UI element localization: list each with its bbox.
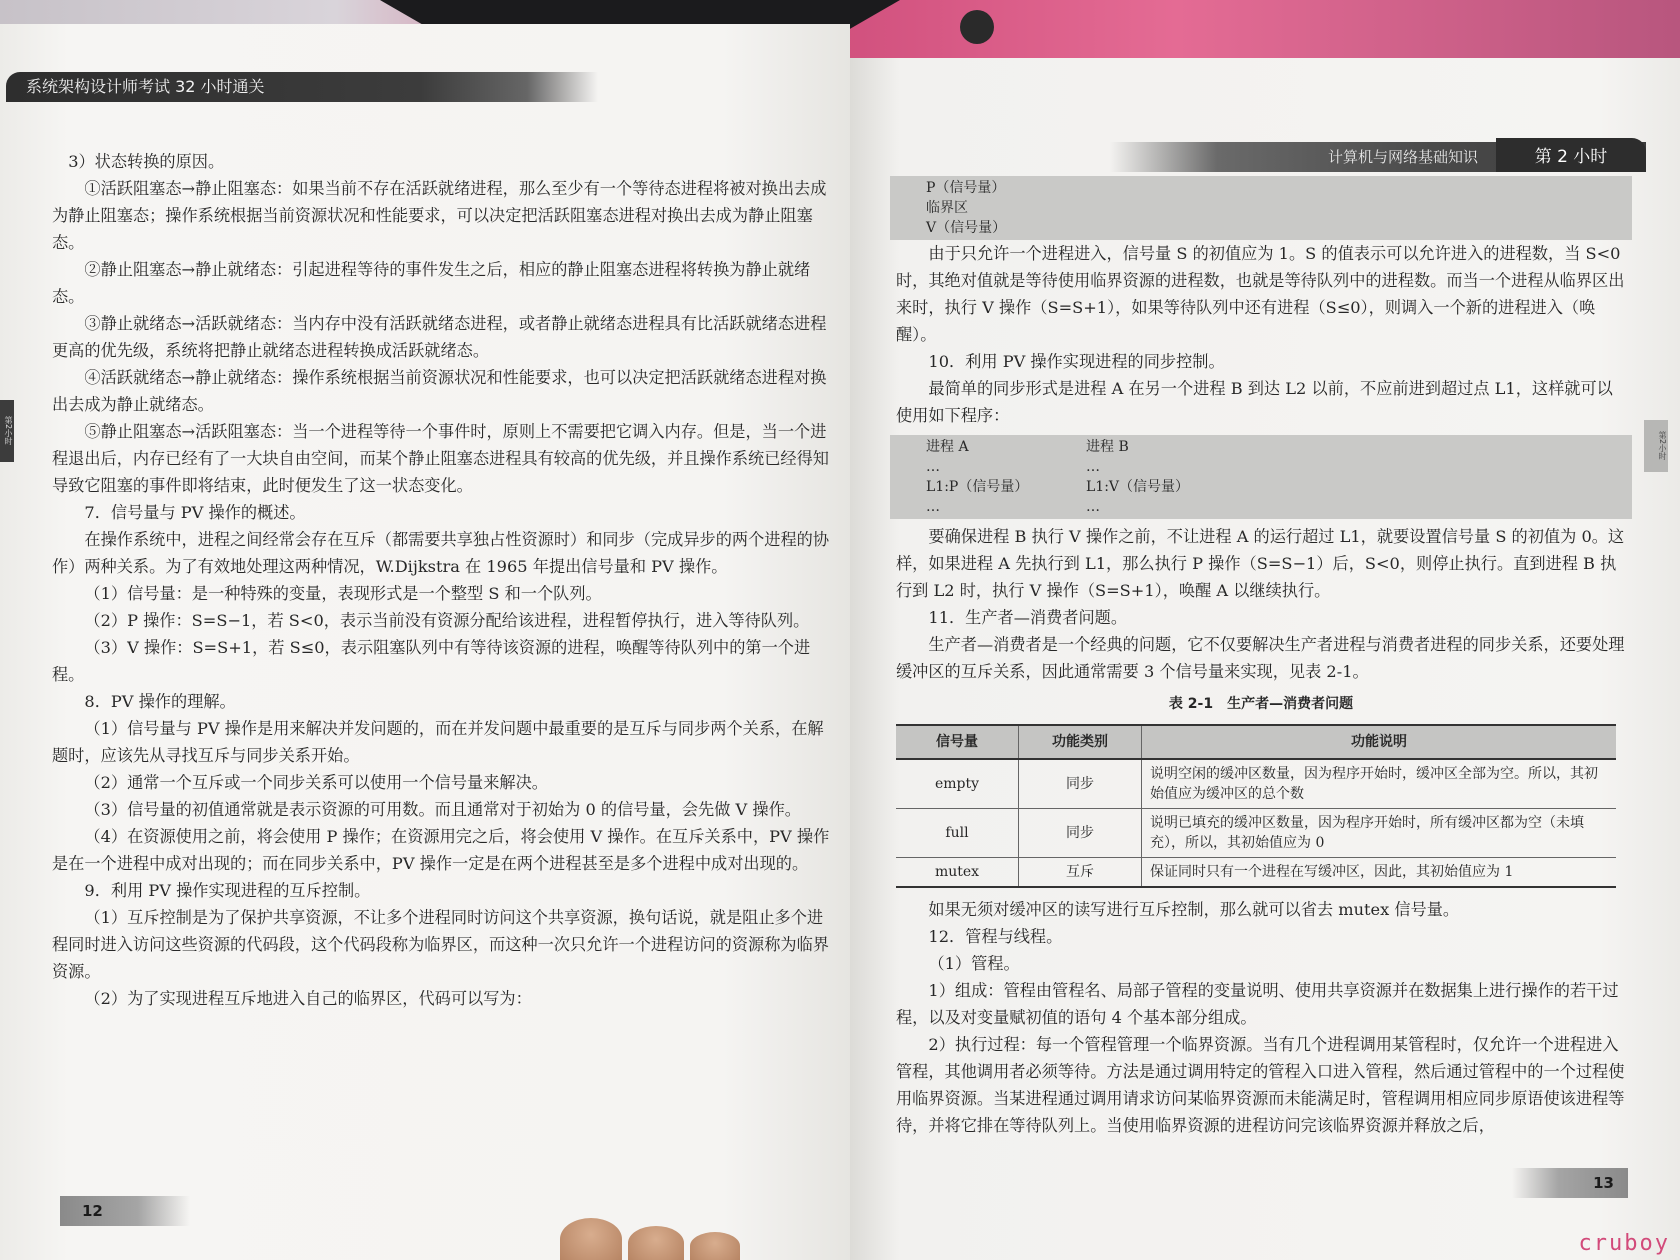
table-cell: empty bbox=[896, 759, 1019, 809]
table-cell: 说明空闲的缓冲区数量，因为程序开始时，缓冲区全部为空。所以，其初始值应为缓冲区的总个数 bbox=[1142, 759, 1617, 809]
paragraph: （1）互斥控制是为了保护共享资源，不让多个进程同时访问这个共享资源，换句话说，就是阻止多个进程同时进入访问这些资源的代码段，这个代码段称为临界区，而这种一次只允许一个进程访问的资源称为临界资源。 bbox=[52, 908, 829, 981]
table-cell: 说明已填充的缓冲区数量，因为程序开始时，所有缓冲区都为空（未填充），所以，其初始值应为 0 bbox=[1142, 809, 1617, 858]
section-heading: 10．利用 PV 操作实现进程的同步控制。 bbox=[928, 352, 1225, 371]
code-line: … bbox=[926, 499, 940, 515]
table-cell: 互斥 bbox=[1019, 858, 1142, 888]
table-header: 功能说明 bbox=[1142, 725, 1617, 759]
section-heading: 11．生产者—消费者问题。 bbox=[928, 608, 1128, 627]
code-line: 进程 A bbox=[926, 439, 969, 455]
code-line: … bbox=[926, 459, 940, 475]
table-row bbox=[896, 759, 1616, 809]
code-line: P（信号量） bbox=[926, 180, 1006, 196]
paragraph: （3）V 操作：S=S+1，若 S≤0，表示阻塞队列中有等待该资源的进程，唤醒等待队列中的第一个进程。 bbox=[52, 638, 811, 684]
finger bbox=[690, 1232, 740, 1260]
code-line: … bbox=[1086, 459, 1100, 475]
table-header: 信号量 bbox=[896, 725, 1019, 759]
paragraph: 生产者—消费者是一个经典的问题，它不仅要解决生产者进程与消费者进程的同步关系，还要处理缓冲区的互斥关系，因此通常需要 3 个信号量来实现，见表 2-1。 bbox=[896, 635, 1625, 681]
paragraph: 如果无须对缓冲区的读写进行互斥控制，那么就可以省去 mutex 信号量。 bbox=[928, 900, 1460, 919]
code-line: 进程 B bbox=[1086, 439, 1129, 455]
semaphore-table bbox=[896, 724, 1616, 888]
paragraph: ③静止就绪态→活跃就绪态：当内存中没有活跃就绪态进程，或者静止就绪态进程具有比活跃就绪态进程更高的优先级，系统将把静止就绪态进程转换成活跃就绪态。 bbox=[52, 314, 827, 360]
right-header-title: 计算机与网络基础知识 bbox=[1327, 148, 1478, 166]
paragraph: 在操作系统中，进程之间经常会存在互斥（都需要共享独占性资源时）和同步（完成异步的两个进程的协作）两种关系。为了有效地处理这两种情况，W.Dijkstra 在 1965 年提出信号量和 PV 操作。 bbox=[52, 530, 830, 576]
table-cell: 保证同时只有一个进程在写缓冲区，因此，其初始值应为 1 bbox=[1142, 858, 1617, 888]
paragraph: （3）信号量的初值通常就是表示资源的可用数。而且通常对于初始为 0 的信号量，会先做 V 操作。 bbox=[84, 800, 801, 819]
paragraph: （2）P 操作：S=S−1，若 S<0，表示当前没有资源分配给该进程，进程暂停执行，进入等待队列。 bbox=[84, 611, 810, 630]
code-line: V（信号量） bbox=[926, 220, 1007, 236]
section-heading: 7．信号量与 PV 操作的概述。 bbox=[84, 503, 306, 522]
paragraph: 1）组成：管程由管程名、局部子管程的变量说明、使用共享资源并在数据集上进行操作的若干过程，以及对变量赋初值的语句 4 个基本部分组成。 bbox=[896, 981, 1619, 1027]
right-page-header bbox=[1110, 142, 1646, 172]
paragraph: 2）执行过程：每一个管程管理一个临界资源。当有几个进程调用某管程时，仅允许一个进程进入管程，其他调用者必须等待。方法是通过调用特定的管程入口进入管程，然后通过管程中的一个过程使用临界资源。当某进程通过调用请求访问某临界资源而未能满足时，管程调用相应同步原语使该进程等待，并将它排在等待队列上。当使用临界资源的进程访问完该临界资源并释放之后， bbox=[896, 1035, 1625, 1135]
code-block-sync bbox=[890, 435, 1632, 519]
section-heading: 9．利用 PV 操作实现进程的互斥控制。 bbox=[84, 881, 371, 900]
paragraph: （1）信号量与 PV 操作是用来解决并发问题的，而在并发问题中最重要的是互斥与同步两个关系，在解题时，应该先从寻找互斥与同步关系开始。 bbox=[52, 719, 824, 765]
paragraph: 要确保进程 B 执行 V 操作之前，不让进程 A 的运行超过 L1，就要设置信号量 S 的初值为 0。这样，如果进程 A 先执行到 L1，那么执行 P 操作（S=S−1）后，S<0，则停止执行。直到进程 B 执行到 L2 时，执行 V 操作（S=S+1），唤醒 A 以继续执行。 bbox=[896, 527, 1625, 600]
paragraph: 由于只允许一个进程进入，信号量 S 的初值应为 1。S 的值表示可以允许进入的进程数，当 S<0 时，其绝对值就是等待使用临界资源的进程数，也就是等待队列中的进程数。而当一个进程从临界区出来时，执行 V 操作（S=S+1），如果等待队列中还有进程（S≤0），则调入一个新的进程进入（唤醒）。 bbox=[896, 244, 1625, 344]
table-cell: full bbox=[896, 809, 1019, 858]
code-line: L1:P（信号量） bbox=[926, 479, 1029, 495]
left-page-body bbox=[52, 148, 832, 1012]
left-page-header bbox=[6, 72, 598, 102]
finger bbox=[560, 1218, 622, 1260]
paragraph: （1）信号量：是一种特殊的变量，表现形式是一个整型 S 和一个队列。 bbox=[84, 584, 602, 603]
table-caption: 表 2-1 生产者—消费者问题 bbox=[1168, 696, 1354, 712]
table-header: 功能类别 bbox=[1019, 725, 1142, 759]
code-line: … bbox=[1086, 499, 1100, 515]
paragraph: ④活跃就绪态→静止就绪态：操作系统根据当前资源状况和性能要求，也可以决定把活跃就绪态进程对换出去成为静止就绪态。 bbox=[52, 368, 827, 414]
paragraph: （1）管程。 bbox=[928, 954, 1020, 973]
left-side-tab: 第2小时 bbox=[0, 400, 14, 462]
code-line: L1:V（信号量） bbox=[1086, 479, 1190, 495]
section-heading: 12．管程与线程。 bbox=[928, 927, 1063, 946]
finger bbox=[628, 1226, 684, 1260]
table-row bbox=[896, 809, 1616, 858]
right-side-tab: 第2小时 bbox=[1644, 420, 1668, 472]
paragraph: （2）为了实现进程互斥地进入自己的临界区，代码可以写为： bbox=[84, 989, 532, 1008]
paragraph: ②静止阻塞态→静止就绪态：引起进程等待的事件发生之后，相应的静止阻塞态进程将转换为静止就绪态。 bbox=[52, 260, 811, 306]
table-cell: 同步 bbox=[1019, 759, 1142, 809]
paragraph: 3）状态转换的原因。 bbox=[68, 152, 225, 171]
table-cell: 同步 bbox=[1019, 809, 1142, 858]
code-block-critical-section bbox=[890, 176, 1632, 240]
paragraph: 最简单的同步形式是进程 A 在另一个进程 B 到达 L2 以前，不应前进到超过点 L1，这样就可以使用如下程序： bbox=[896, 379, 1613, 425]
paragraph: ①活跃阻塞态→静止阻塞态：如果当前不存在活跃就绪进程，那么至少有一个等待态进程将被对换出去成为静止阻塞态；操作系统根据当前资源状况和性能要求，可以决定把活跃阻塞态进程对换出去成为静止阻塞态。 bbox=[52, 179, 827, 252]
table-row bbox=[896, 858, 1616, 888]
code-line: 临界区 bbox=[926, 200, 968, 216]
watermark: cruboy bbox=[1578, 1231, 1670, 1256]
table-cell: mutex bbox=[896, 858, 1019, 888]
paragraph: （4）在资源使用之前，将会使用 P 操作；在资源用完之后，将会使用 V 操作。在互斥关系中，PV 操作是在一个进程中成对出现的；而在同步关系中，PV 操作一定是在两个进程甚至是多个进程中成对出现的。 bbox=[52, 827, 830, 873]
left-header-title: 系统架构设计师考试 32 小时通关 bbox=[26, 77, 265, 96]
section-heading: 8．PV 操作的理解。 bbox=[84, 692, 236, 711]
right-page-number: 13 bbox=[1512, 1168, 1628, 1198]
right-header-hour: 第 2 小时 bbox=[1496, 138, 1646, 172]
left-page-number: 12 bbox=[60, 1196, 190, 1226]
paragraph: ⑤静止阻塞态→活跃阻塞态：当一个进程等待一个事件时，原则上不需要把它调入内存。但是，当一个进程退出后，内存已经有了一大块自由空间，而某个静止阻塞态进程具有较高的优先级，并且操作系统已经得知导致它阻塞的事件即将结束，此时便发生了这一状态变化。 bbox=[52, 422, 829, 495]
paragraph: （2）通常一个互斥或一个同步关系可以使用一个信号量来解决。 bbox=[84, 773, 548, 792]
right-page-body bbox=[896, 176, 1626, 1139]
background-button bbox=[960, 10, 994, 44]
